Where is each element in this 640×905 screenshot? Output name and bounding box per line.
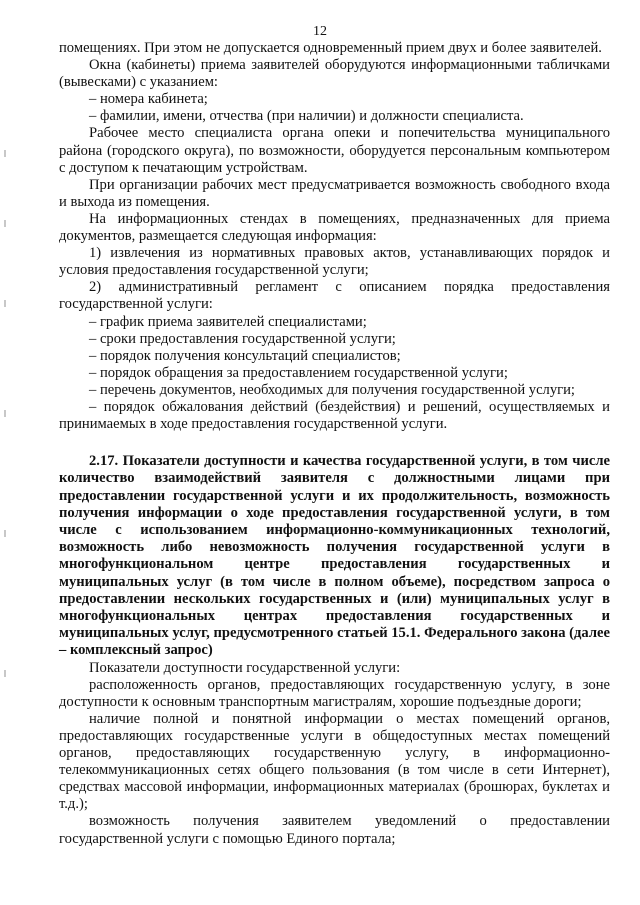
paragraphs-top bbox=[59, 40, 610, 433]
paragraph: – порядок обращения за предоставлением государственной услуги; bbox=[89, 364, 508, 381]
paragraph: наличие полной и понятной информации о местах помещений органов, предоставляющих государственные услуги в общедоступных местах помещений органов, предоставляющих государственную услугу, в информационно-телекоммуникационных сетях общего пользования (в том числе в сети Интернет), средствах массовой информации, информационных материалах (брошюрах, буклетах и т.д.); bbox=[59, 710, 610, 813]
paragraph: Рабочее место специалиста органа опеки и попечительства муниципального района (городского округа), по возможности, оборудуется персональным компьютером с доступом к печатающим устройствам. bbox=[59, 125, 610, 176]
paragraph: – перечень документов, необходимых для получения государственной услуги; bbox=[89, 381, 575, 398]
paragraph: помещениях. При этом не допускается одновременный прием двух и более заявителей. bbox=[59, 40, 602, 56]
scan-margin-marks bbox=[4, 150, 6, 750]
paragraphs-bottom bbox=[59, 660, 610, 848]
paragraph: возможность получения заявителем уведомлений о предоставлении государственной услуги с помощью Единого портала; bbox=[59, 813, 610, 847]
paragraph: При организации рабочих мест предусматривается возможность свободного входа и выхода из помещения. bbox=[59, 176, 610, 210]
paragraph: – фамилии, имени, отчества (при наличии) и должности специалиста. bbox=[89, 108, 524, 125]
paragraph: На информационных стендах в помещениях, предназначенных для приема документов, размещается следующая информация: bbox=[59, 210, 610, 245]
document-body bbox=[59, 40, 610, 848]
paragraph: Окна (кабинеты) приема заявителей оборудуются информационными табличками (вывесками) с указанием: bbox=[59, 57, 610, 91]
paragraph: – номера кабинета; bbox=[89, 91, 208, 108]
paragraph: Показатели доступности государственной услуги: bbox=[89, 659, 401, 676]
page-number: 12 bbox=[313, 24, 327, 39]
paragraph: – порядок обжалования действий (бездействия) и решений, осуществляемых и принимаемых в ходе предоставления государственной услуги. bbox=[59, 398, 610, 433]
paragraph: – порядок получения консультаций специалистов; bbox=[89, 347, 401, 364]
paragraph: 2) административный регламент с описанием порядка предоставления государственной услуги: bbox=[59, 279, 610, 313]
paragraph: – сроки предоставления государственной услуги; bbox=[89, 330, 396, 347]
paragraph: – график приема заявителей специалистами; bbox=[89, 313, 367, 330]
paragraph: расположенность органов, предоставляющих государственную услугу, в зоне доступности к основным транспортным магистралям, хорошие подъездные дороги; bbox=[59, 676, 610, 710]
section-heading-2-17: 2.17. Показатели доступности и качества государственной услуги, в том числе количество взаимодействий заявителя с должностными лицами при предоставлении государственной услуги и их продолжительность, возможность получения информации о ходе предоставления государственной услуги, в том числе с использованием информационно-коммуникационных технологий, возможность либо невозможность получения государственной услуги в многофункциональном центре предоставления государственных и муниципальных услуг (в том числе в полном объеме), посредством запроса о предоставлении нескольких государственных и (или) муниципальных услуг в многофункциональных центрах предоставления государственных и муниципальных услуг, предусмотренного статьей 15.1. Федерального закона (далее – комплексный запрос) bbox=[59, 453, 610, 659]
paragraph: 1) извлечения из нормативных правовых актов, устанавливающих порядок и условия предоставления государственной услуги; bbox=[59, 245, 610, 279]
